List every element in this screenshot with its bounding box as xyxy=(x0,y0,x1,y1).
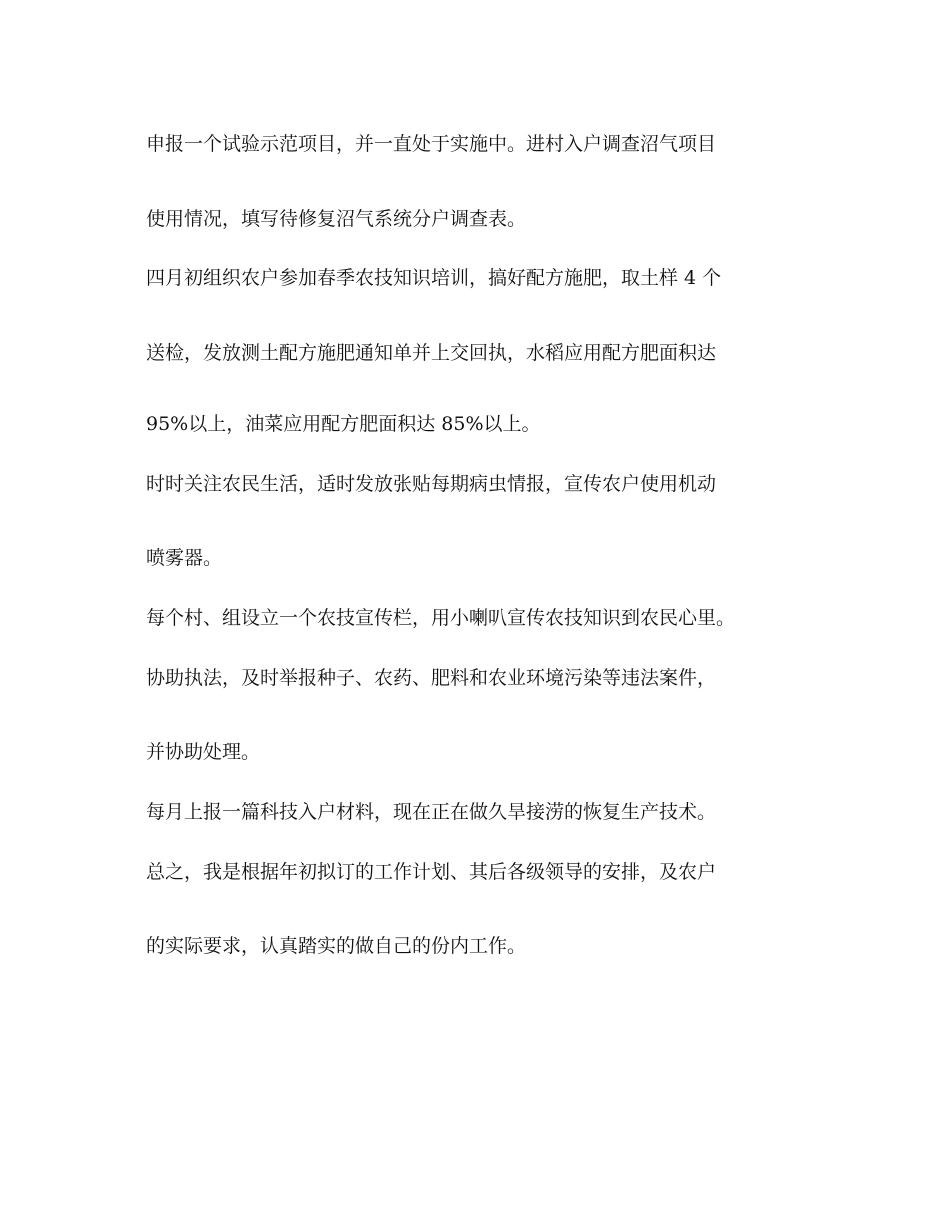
text-line: 95%以上，油菜应用配方肥面积达 85%以上。 xyxy=(146,413,541,435)
text-line: 每个村、组设立一个农技宣传栏，用小喇叭宣传农技知识到农民心里。 xyxy=(146,607,736,629)
text-line: 的实际要求，认真踏实的做自己的份内工作。 xyxy=(146,935,527,957)
text-line: 喷雾器。 xyxy=(146,547,223,569)
text-line: 协助执法，及时举报种子、农药、肥料和农业环境污染等违法案件， xyxy=(146,667,717,689)
text-line: 四月初组织农户参加春季农技知识培训，搞好配方施肥，取土样 4 个 xyxy=(146,267,722,289)
text-line: 使用情况，填写待修复沼气系统分户调查表。 xyxy=(146,208,527,230)
text-line: 时时关注农民生活，适时发放张贴每期病虫情报，宣传农户使用机动 xyxy=(146,473,717,495)
text-line: 总之，我是根据年初拟订的工作计划、其后各级领导的安排，及农户 xyxy=(146,861,717,883)
text-line: 申报一个试验示范项目，并一直处于实施中。进村入户调查沼气项目 xyxy=(146,133,717,155)
text-line: 送检，发放测土配方施肥通知单并上交回执，水稻应用配方肥面积达 xyxy=(146,342,717,364)
text-line: 并协助处理。 xyxy=(146,741,261,763)
text-line: 每月上报一篇科技入户材料，现在正在做久旱接涝的恢复生产技术。 xyxy=(146,801,717,823)
